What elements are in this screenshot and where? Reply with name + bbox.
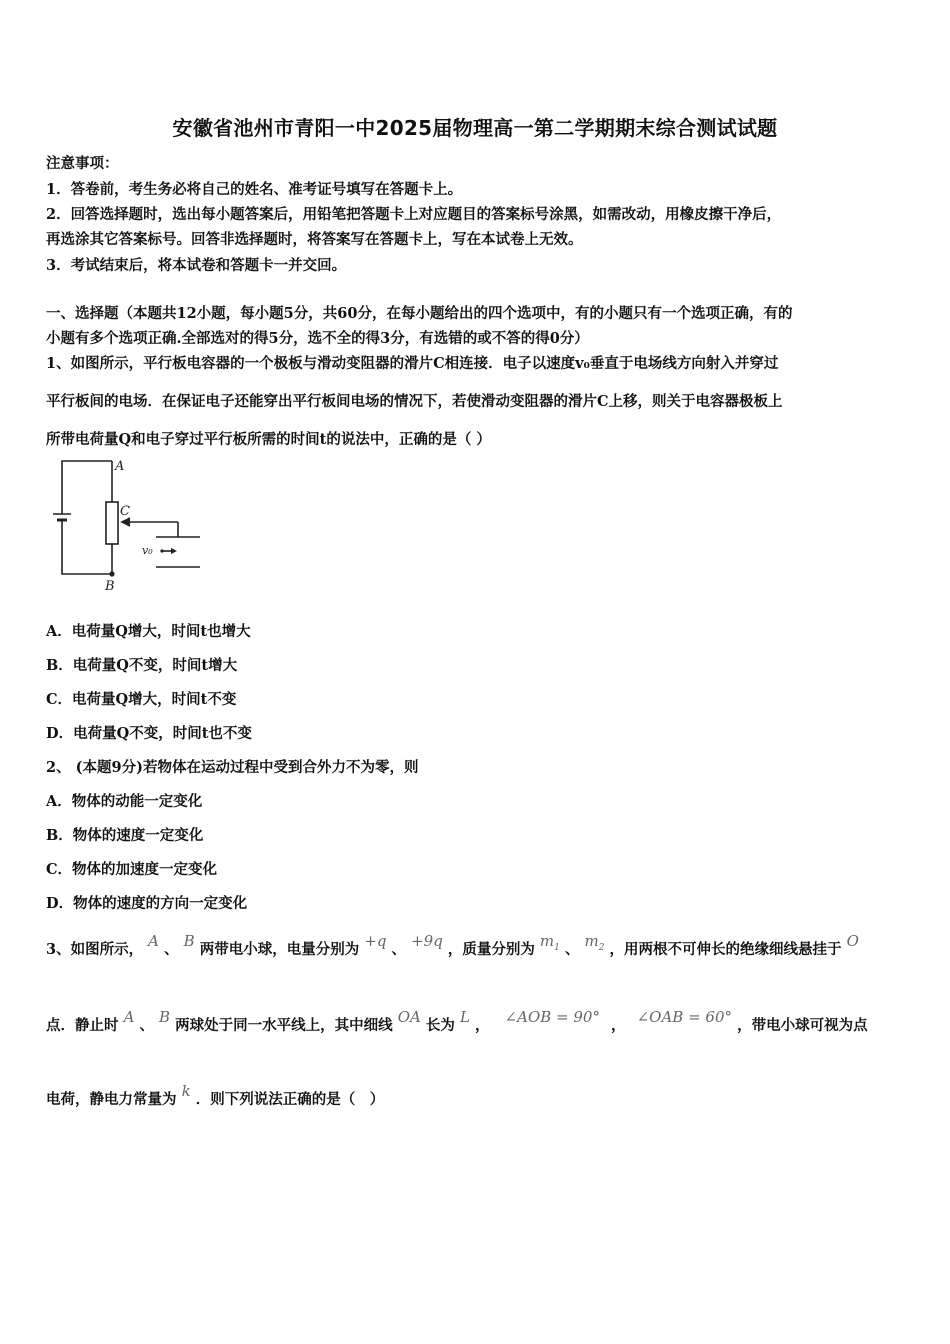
q3-var-b: B xyxy=(183,932,195,950)
q3-mass-1: $m_1$ xyxy=(539,932,560,953)
q3-angle-oab: ∠OAB = 60° xyxy=(636,1008,733,1026)
q3-stem-line-2: 点．静止时 A 、 B 两球处于同一水平线上，其中细线 OA 长为 L ， ∠AOB = 90° ， ∠OAB = 60° ，带电小球可视为点 xyxy=(46,1008,868,1034)
q3-angle-aob: ∠AOB = 90° xyxy=(504,1008,600,1026)
label-c: C xyxy=(120,504,130,519)
section-heading-line-1: 一、选择题（本题共12小题，每小题5分，共60分，在每小题给出的四个选项中，有的小题只有一个选项正确，有的 xyxy=(46,305,793,322)
q2-stem: 2、 (本题9分)若物体在运动过程中受到合外力不为零，则 xyxy=(46,759,419,776)
q1-option-b: B．电荷量Q不变，时间t增大 xyxy=(46,657,238,674)
q2-option-d: D．物体的速度的方向一定变化 xyxy=(46,895,248,912)
q1-stem-line-1: 1、如图所示，平行板电容器的一个极板与滑动变阻器的滑片C相连接．电子以速度v₀垂直于电场线方向射入并穿过 xyxy=(46,355,779,372)
q2-option-c: C．物体的加速度一定变化 xyxy=(46,861,218,878)
notice-line-2: 2．回答选择题时，选出每小题答案后，用铅笔把答题卡上对应题目的答案标号涂黑，如需改动，用橡皮擦干净后， xyxy=(46,206,782,223)
q1-stem-line-3: 所带电荷量Q和电子穿过平行板所需的时间t的说法中，正确的是（ ） xyxy=(46,431,491,448)
q3-stem-line-1: 3、如图所示， A 、 B 两带电小球，电量分别为 +q 、 +9q ，质量分别为 $m_1$ 、 $m_2$ ，用两根不可伸长的绝缘细线悬挂于 O xyxy=(46,932,859,958)
label-b: B xyxy=(105,579,115,594)
q2-option-b: B．物体的速度一定变化 xyxy=(46,827,204,844)
notice-line-4: 3．考试结束后，将本试卷和答题卡一并交回。 xyxy=(46,257,347,274)
q3-var-o: O xyxy=(846,932,859,950)
notice-line-1: 1．答卷前，考生务必将自己的姓名、准考证号填写在答题卡上。 xyxy=(46,181,463,198)
label-v0: v₀ xyxy=(142,544,153,557)
q1-circuit-diagram xyxy=(44,454,214,596)
notice-line-3: 再选涂其它答案标号。回答非选择题时，将答案写在答题卡上，写在本试卷上无效。 xyxy=(46,231,583,248)
q3-charge-1: +q xyxy=(364,932,387,950)
q1-option-a: A．电荷量Q增大，时间t也增大 xyxy=(46,623,251,640)
exam-title: 安徽省池州市青阳一中2025届物理高一第二学期期末综合测试试题 xyxy=(172,116,778,140)
notice-heading: 注意事项： xyxy=(46,155,119,172)
q3-constant-k: k xyxy=(181,1082,191,1100)
q1-option-c: C．电荷量Q增大，时间t不变 xyxy=(46,691,237,708)
q3-var-a: A xyxy=(148,932,159,950)
q3-segment-oa: OA xyxy=(397,1008,421,1026)
q1-option-d: D．电荷量Q不变，时间t也不变 xyxy=(46,725,252,742)
q3-charge-2: +9q xyxy=(411,932,443,950)
q3-stem-line-3: 电荷，静电力常量为 k ．则下列说法正确的是（ ） xyxy=(46,1082,385,1108)
section-heading-line-2: 小题有多个选项正确.全部选对的得5分，选不全的得3分，有选错的或不答的得0分） xyxy=(46,330,589,347)
q3-length-l: L xyxy=(459,1008,470,1026)
q1-stem-line-2: 平行板间的电场．在保证电子还能穿出平行板间电场的情况下，若使滑动变阻器的滑片C上移，则关于电容器极板上 xyxy=(46,393,783,410)
q2-option-a: A．物体的动能一定变化 xyxy=(46,793,203,810)
label-a: A xyxy=(115,459,125,474)
q3-mass-2: $m_2$ xyxy=(584,932,605,953)
